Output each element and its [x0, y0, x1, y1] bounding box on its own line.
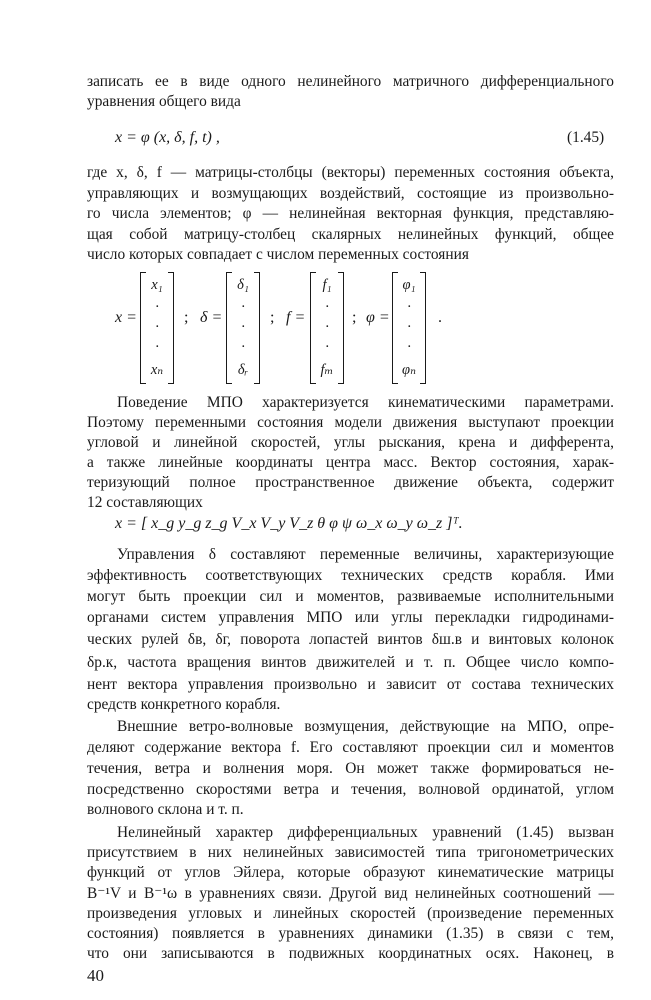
text-line: δр.к, частота вращения винтов движителей и т. п. Общее число компо- [87, 654, 614, 671]
text-line: эффективность соответствующих технических средств корабля. Ими [87, 567, 614, 584]
matrix-cell: · [155, 299, 159, 315]
text-line: деляют содержание вектора f. Его составляют проекции сил и моментов [87, 739, 614, 756]
matrix-f [310, 272, 344, 384]
matrix-cell: · [325, 339, 329, 355]
matrix-cell: · [407, 299, 411, 315]
text-line: органами систем управления МПО или углы перекладки гидродинами- [87, 609, 614, 626]
matrix-cell: · [155, 319, 159, 335]
text-line: что они записываются в подвижных координатных осях. Наконец, в [87, 945, 614, 962]
text-line: волнового склона и т. п. [87, 801, 244, 818]
matrix-delta [226, 272, 260, 384]
text-line: а также линейные координаты центра масс. Вектор состояния, харак- [87, 454, 614, 471]
separator: ; [352, 309, 357, 326]
text-line: где x, δ, f — матрицы-столбцы (векторы) переменных состояния объекта, [87, 164, 614, 181]
state-vector-equation: x = [ x_g y_g z_g V_x V_y V_z θ φ ψ ω_x ω_y ω_z ]ᵀ. [115, 515, 463, 532]
matrix-cell: δ₁ [237, 277, 249, 293]
matrix-cell: · [407, 339, 411, 355]
matrix-cell: φₙ [402, 362, 416, 378]
matrix-cell: xₙ [150, 362, 164, 378]
text-line: состояния) появляется в уравнениях динамики (1.35) в связи с тем, [87, 925, 614, 942]
matrix-cell: · [241, 299, 245, 315]
matrix-cell: · [241, 319, 245, 335]
text-line: угловой и линейной скоростей, углы рыскания, крена и дифферента, [87, 434, 614, 451]
matrix-x [140, 272, 174, 384]
matrix-delta-label: δ = [200, 309, 223, 326]
matrix-cell: · [155, 339, 159, 355]
matrix-cell: · [241, 339, 245, 355]
page-number: 40 [87, 966, 104, 985]
matrix-phi [392, 272, 426, 384]
text-line: течения, ветра и волнения моря. Он может также формироваться не- [87, 760, 614, 777]
text-line: Нелинейный характер дифференциальных уравнений (1.45) вызван [117, 824, 614, 841]
text-line: Внешние ветро-волновые возмущения, действующие на МПО, опре- [117, 718, 614, 735]
text-line: 12 составляющих [87, 494, 203, 511]
separator: ; [184, 309, 189, 326]
text-line: щая собой матрицу-столбец скалярных нелинейных функций, общее [87, 226, 614, 243]
matrix-cell: f₁ [322, 277, 332, 293]
matrix-cell: · [407, 319, 411, 335]
equation-1-45: x = φ (x, δ, f, t) , [115, 129, 220, 146]
text-line: теризующий полное пространственное движение объекта, содержит [87, 474, 614, 491]
text-line: присутствием в них нелинейных зависимостей типа тригонометрических [87, 844, 614, 861]
text-line: B⁻¹V и B⁻¹ω в уравнениях связи. Другой вид нелинейных соотношений — [87, 885, 614, 902]
text-line: записать ее в виде одного нелинейного матричного дифференциального [87, 73, 614, 90]
matrix-cell: fₘ [320, 362, 334, 378]
text-line: управляющих и возмущающих воздействий, состоящие из произвольно- [87, 185, 614, 202]
text-line: посредственно скоростями ветра и течения, волновой ординатой, углом [87, 781, 614, 798]
matrix-definitions [0, 268, 651, 388]
period: . [438, 309, 442, 326]
text-line: го числа элементов; φ — нелинейная векторная функция, представляю- [87, 205, 614, 222]
matrix-cell: δᵣ [237, 362, 249, 378]
text-line: число которых совпадает с числом переменных состояния [87, 246, 469, 263]
matrix-cell: φ₁ [402, 277, 416, 293]
text-line: Поведение МПО характеризуется кинематическими параметрами. [117, 394, 614, 411]
matrix-f-label: f = [286, 309, 306, 326]
matrix-cell: · [325, 319, 329, 335]
matrix-phi-label: φ = [366, 309, 390, 326]
text-line: произведения угловых и линейных скоростей (произведение переменных [87, 905, 614, 922]
text-line: ческих рулей δв, δг, поворота лопастей винтов δш.в и винтовых колонок [87, 631, 614, 648]
text-line: могут быть проекции сил и моментов, развиваемые исполнительными [87, 588, 614, 605]
equation-number: (1.45) [567, 129, 605, 146]
matrix-cell: · [325, 299, 329, 315]
text-line: нент вектора управления произвольно и зависит от состава технических [87, 676, 614, 693]
text-line: средств конкретного корабля. [87, 696, 281, 713]
matrix-cell: x₁ [151, 277, 163, 293]
text-line: уравнения общего вида [87, 93, 241, 110]
text-line: Управления δ составляют переменные величины, характеризующие [117, 546, 614, 563]
matrix-x-label: x = [115, 309, 137, 326]
separator: ; [270, 309, 275, 326]
text-line: функций от углов Эйлера, которые образуют кинематические матрицы [87, 864, 614, 881]
text-line: Поэтому переменными состояния модели движения выступают проекции [87, 414, 614, 431]
